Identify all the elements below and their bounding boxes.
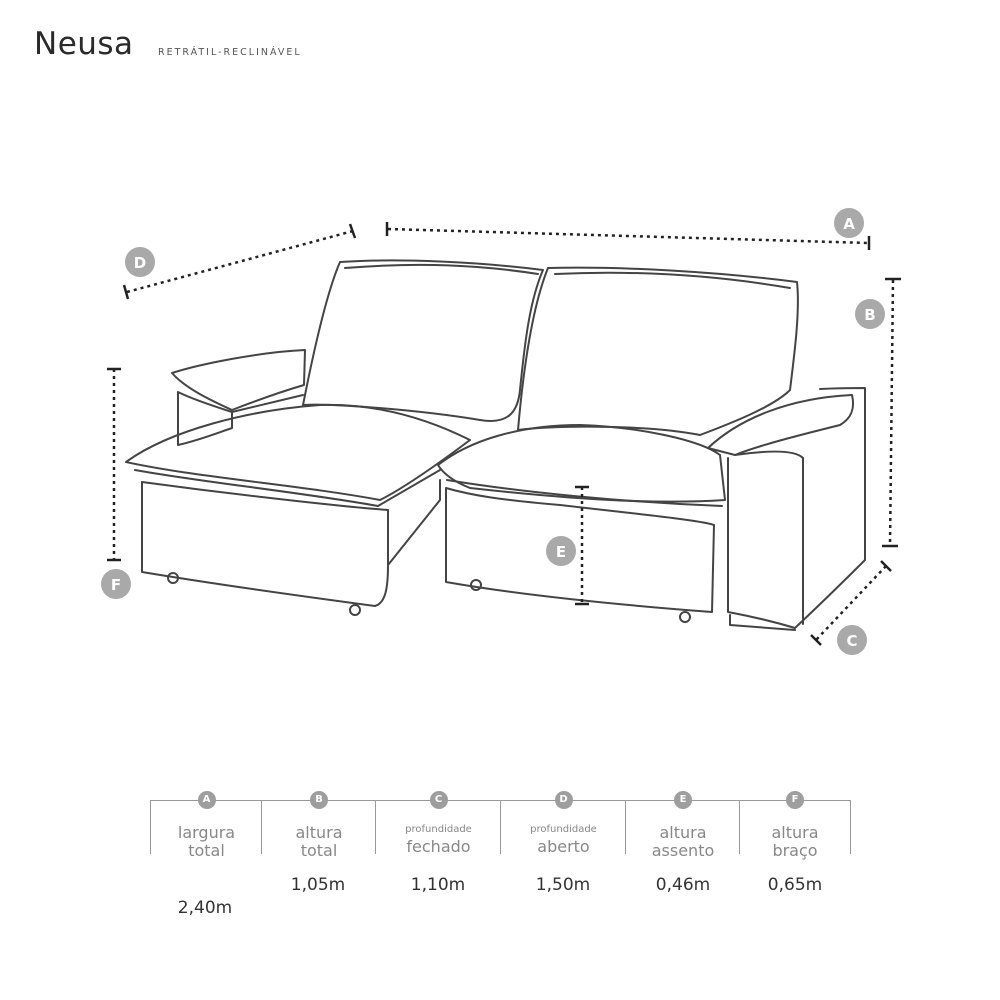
label-f-line1: altura bbox=[771, 823, 819, 842]
label-a-line2: total bbox=[188, 841, 225, 860]
right-wheel-1 bbox=[471, 580, 481, 590]
right-seat-base bbox=[446, 488, 714, 612]
value-altura-assento: 0,46m bbox=[655, 875, 711, 895]
badge-e: E bbox=[674, 791, 692, 809]
marker-c bbox=[837, 625, 867, 655]
value-profundidade-fechado: 1,10m bbox=[410, 875, 466, 895]
value-altura-braco: 0,65m bbox=[767, 875, 823, 895]
svg-text:B: B bbox=[864, 306, 876, 324]
right-backrest bbox=[518, 268, 798, 435]
right-arm bbox=[728, 388, 865, 628]
label-a-line1: largura bbox=[177, 823, 236, 842]
svg-text:D: D bbox=[133, 254, 147, 272]
svg-text:A: A bbox=[843, 215, 855, 233]
svg-text:C: C bbox=[846, 632, 858, 650]
label-e-line2: assento bbox=[651, 841, 715, 860]
left-backrest bbox=[303, 260, 543, 421]
value-profundidade-aberto: 1,50m bbox=[535, 875, 591, 895]
dimensions-table bbox=[150, 794, 850, 860]
badge-a: A bbox=[198, 791, 216, 809]
label-e-line1: altura bbox=[659, 823, 707, 842]
column-b bbox=[261, 794, 376, 860]
right-wheel-2 bbox=[680, 612, 690, 622]
value-altura-total: 1,05m bbox=[290, 875, 346, 895]
svg-text:E: E bbox=[555, 543, 567, 561]
product-subtitle: RETRÁTIL-RECLINÁVEL bbox=[158, 47, 302, 58]
right-seat-cushion bbox=[438, 425, 725, 502]
value-largura-total: 2,40m bbox=[177, 898, 233, 918]
column-e bbox=[625, 794, 740, 860]
label-c-line1: profundidade bbox=[405, 824, 472, 835]
label-d-line2: aberto bbox=[537, 837, 590, 856]
label-c-line2: fechado bbox=[406, 837, 471, 856]
marker-d bbox=[125, 247, 155, 277]
badge-f: F bbox=[786, 791, 804, 809]
column-f bbox=[739, 794, 851, 860]
left-arm-pad bbox=[172, 350, 305, 410]
badge-c: C bbox=[430, 791, 448, 809]
badge-d: D bbox=[555, 791, 573, 809]
marker-a bbox=[834, 208, 864, 238]
label-d-line1: profundidade bbox=[530, 824, 597, 835]
badge-b: B bbox=[310, 791, 328, 809]
left-arm bbox=[178, 392, 232, 445]
label-f-line2: braço bbox=[772, 841, 818, 860]
marker-b bbox=[855, 299, 885, 329]
left-seat-base bbox=[142, 480, 440, 606]
column-a bbox=[150, 794, 262, 860]
column-c bbox=[375, 794, 501, 856]
right-arm-pad bbox=[708, 395, 853, 455]
label-b-line2: total bbox=[300, 841, 338, 860]
marker-e bbox=[546, 536, 576, 566]
label-b-line1: altura bbox=[295, 823, 343, 842]
product-title: Neusa bbox=[34, 26, 134, 62]
marker-f bbox=[101, 569, 131, 599]
svg-text:F: F bbox=[110, 576, 122, 594]
column-d bbox=[500, 794, 626, 856]
left-wheel-2 bbox=[350, 605, 360, 615]
